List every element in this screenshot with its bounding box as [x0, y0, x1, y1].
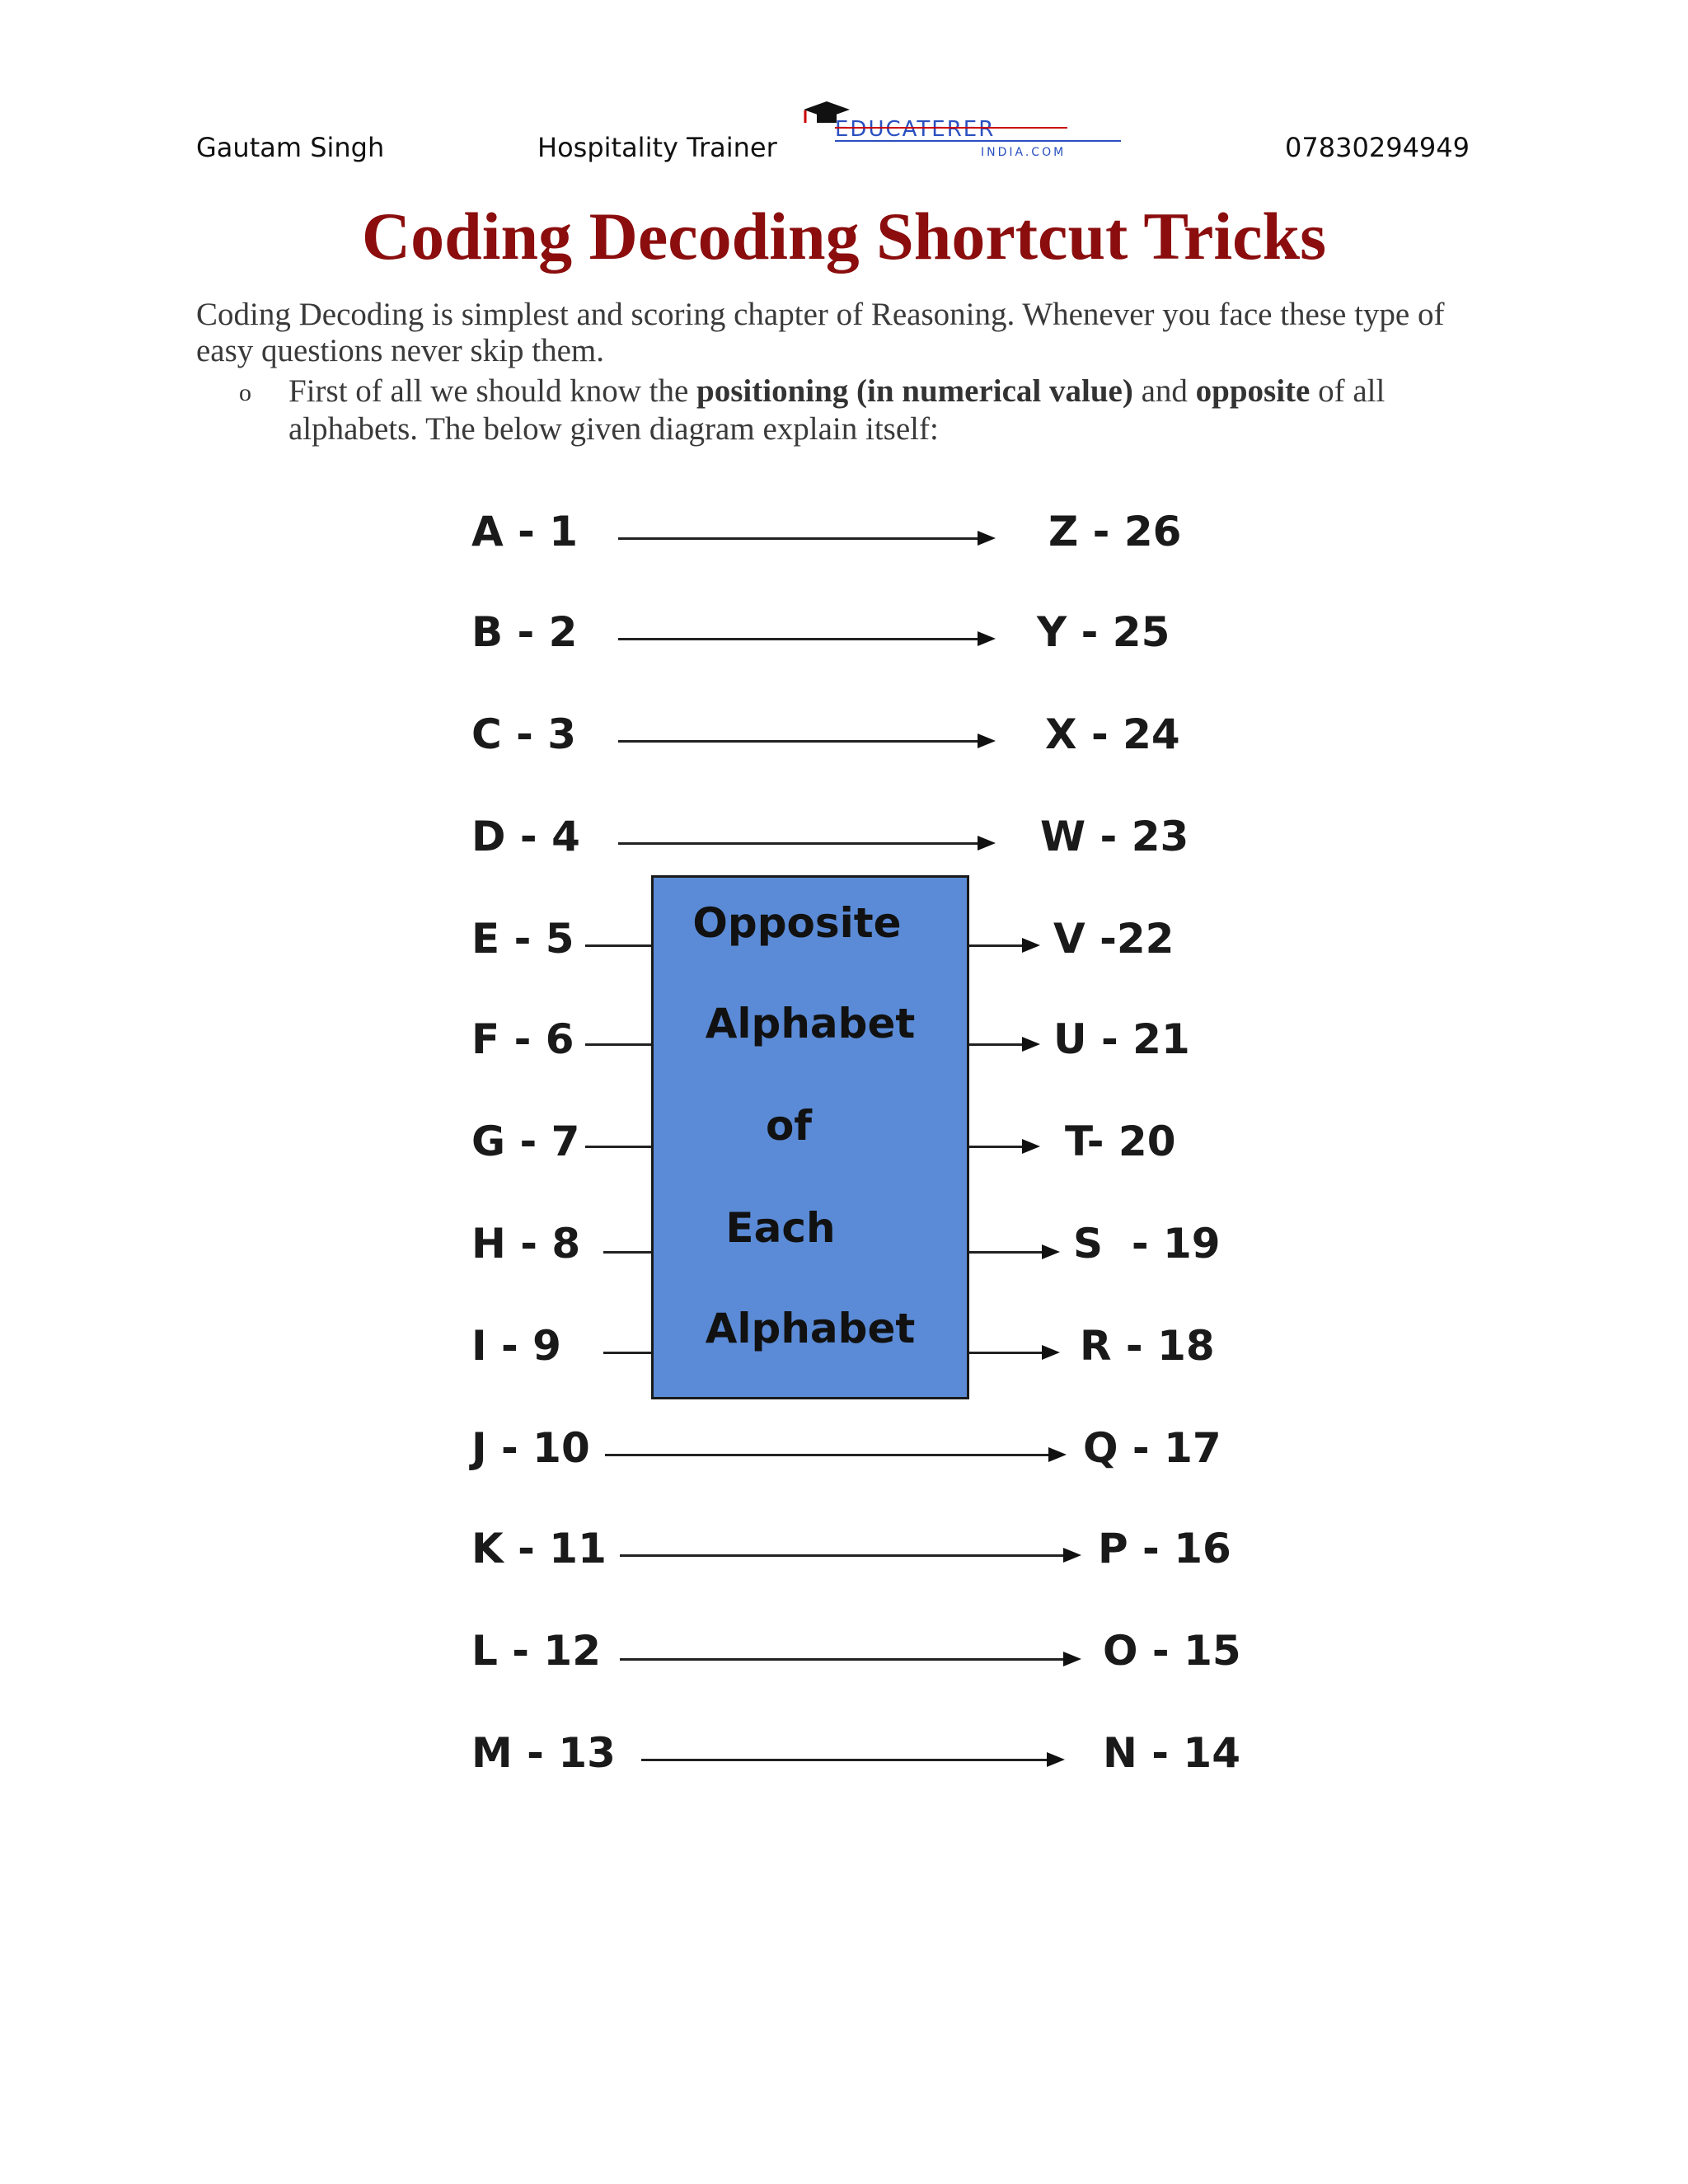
- intro-paragraph: Coding Decoding is simplest and scoring chapter of Reasoning. Whenever you face these type of easy questions never skip them.: [196, 297, 1445, 368]
- left-label: H - 8: [471, 1220, 581, 1268]
- opposite-alphabet-box: [651, 875, 969, 1399]
- arrow-line: [618, 842, 979, 845]
- left-label: G - 7: [471, 1118, 580, 1165]
- bullet-text-part: and: [1132, 373, 1196, 409]
- right-label: P - 16: [1098, 1525, 1231, 1572]
- arrow-line: [620, 1658, 1065, 1661]
- arrowhead-icon: [978, 836, 996, 851]
- arrowhead-icon: [978, 531, 996, 546]
- right-label: V -22: [1053, 915, 1175, 963]
- logo-main-text: EDUCATERER: [835, 117, 996, 142]
- arrow-line: [618, 537, 979, 540]
- arrowhead-icon: [978, 733, 996, 748]
- arrow-line: [969, 1146, 1024, 1148]
- bullet-text: [288, 373, 1492, 448]
- arrowhead-icon: [1042, 1345, 1060, 1360]
- phone-number: 07830294949: [1285, 132, 1470, 163]
- connector-line: [603, 1352, 651, 1354]
- left-label: L - 12: [471, 1627, 602, 1675]
- left-label: D - 4: [471, 813, 580, 860]
- left-label: C - 3: [471, 710, 577, 758]
- right-label: T- 20: [1065, 1118, 1176, 1165]
- connector-line: [585, 944, 651, 947]
- bullet-text-part: First of all we should know the: [288, 373, 697, 409]
- left-label: A - 1: [471, 508, 579, 555]
- bullet-text-part: of all alphabets. The below given diagram explain itself:: [288, 373, 1386, 447]
- right-label: X - 24: [1045, 710, 1180, 758]
- arrow-line: [620, 1554, 1065, 1557]
- arrow-line: [605, 1454, 1050, 1456]
- arrow-line: [969, 1043, 1024, 1046]
- arrow-line: [969, 944, 1024, 947]
- page-title: Coding Decoding Shortcut Tricks: [361, 199, 1327, 274]
- logo-sub-text: INDIA.COM: [981, 146, 1067, 159]
- connector-line: [585, 1043, 651, 1046]
- arrowhead-icon: [1042, 1244, 1060, 1259]
- left-label: K - 11: [471, 1525, 607, 1572]
- educaterer-logo: [795, 95, 1125, 161]
- right-label: S - 19: [1073, 1220, 1221, 1268]
- right-label: Q - 17: [1083, 1424, 1221, 1472]
- arrow-line: [618, 740, 979, 743]
- arrowhead-icon: [1022, 1037, 1040, 1052]
- connector-line: [603, 1251, 651, 1254]
- box-word: of: [765, 1102, 813, 1150]
- box-word: Alphabet: [705, 1305, 916, 1352]
- arrowhead-icon: [1022, 938, 1040, 953]
- arrow-line: [641, 1759, 1048, 1761]
- right-label: W - 23: [1040, 813, 1189, 860]
- left-label: B - 2: [471, 608, 578, 656]
- left-label: I - 9: [471, 1322, 561, 1370]
- right-label: O - 15: [1103, 1627, 1241, 1675]
- left-label: M - 13: [471, 1729, 616, 1777]
- arrow-line: [969, 1352, 1043, 1354]
- left-label: J - 10: [471, 1424, 590, 1472]
- arrow-line: [969, 1251, 1043, 1254]
- right-label: Z - 26: [1048, 508, 1182, 555]
- right-label: U - 21: [1053, 1015, 1190, 1063]
- arrowhead-icon: [978, 631, 996, 646]
- arrow-line: [618, 638, 979, 640]
- arrowhead-icon: [1048, 1447, 1067, 1462]
- author-role: Hospitality Trainer: [537, 132, 777, 163]
- author-name: Gautam Singh: [196, 132, 385, 163]
- bullet-bold-opposite: opposite: [1195, 373, 1311, 409]
- arrowhead-icon: [1047, 1752, 1065, 1767]
- box-word: Each: [725, 1204, 836, 1252]
- right-label: N - 14: [1103, 1729, 1240, 1777]
- bullet-marker: o: [239, 379, 251, 406]
- bullet-bold-positioning: positioning (in numerical value): [696, 373, 1133, 409]
- box-word: Opposite: [692, 899, 902, 947]
- right-label: Y - 25: [1037, 608, 1170, 656]
- arrowhead-icon: [1022, 1139, 1040, 1154]
- arrowhead-icon: [1063, 1548, 1081, 1563]
- box-word: Alphabet: [705, 1000, 916, 1047]
- left-label: F - 6: [471, 1015, 574, 1063]
- arrowhead-icon: [1063, 1652, 1081, 1666]
- connector-line: [585, 1146, 651, 1148]
- right-label: R - 18: [1080, 1322, 1215, 1370]
- left-label: E - 5: [471, 915, 574, 963]
